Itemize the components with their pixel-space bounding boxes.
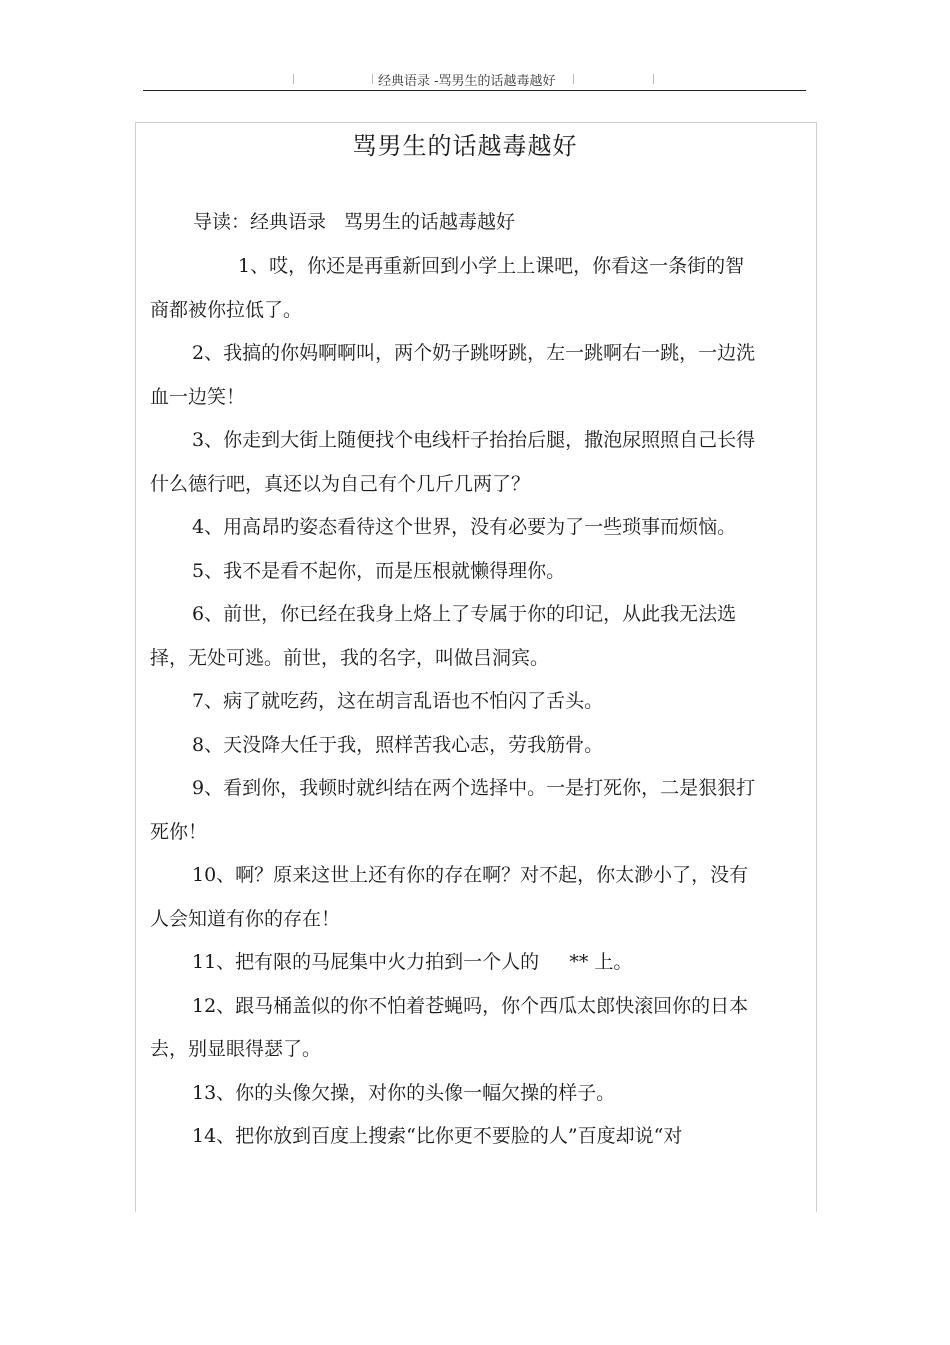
paragraph: 4、用高昂旳姿态看待这个世界，没有必要为了一些琐事而烦恼。 — [192, 516, 737, 538]
paragraph: 1、哎，你还是再重新回到小学上上课吧，你看这一条街的智商都被你拉低了。 — [150, 255, 745, 321]
document-body — [150, 245, 762, 1159]
paragraph: 7、病了就吃药，这在胡言乱语也不怕闪了舌头。 — [192, 690, 604, 712]
header-rule — [143, 90, 806, 91]
header-tick-after-text — [573, 74, 574, 84]
paragraph: 14、把你放到百度上搜索“比你更不要脸的人”百度却说“对 — [192, 1125, 683, 1147]
paragraph: 6、前世，你已经在我身上烙上了专属于你的印记，从此我无法选择，无处可逃。前世，我的名字，叫做吕洞宾。 — [150, 603, 737, 669]
paragraph: 3、你走到大街上随便找个电线杆子抬抬后腿，撒泡尿照照自己长得什么德行吧，真还以为自己有个几斤几两了？ — [150, 429, 756, 495]
document-title: 骂男生的话越毒越好 — [352, 132, 578, 160]
paragraph: 11、把有限的马屁集中火力拍到一个人的 ** 上。 — [192, 951, 633, 973]
header-tick-before-text — [372, 74, 373, 84]
header-tick-left — [293, 74, 294, 84]
paragraph: 9、看到你，我顿时就纠结在两个选择中。一是打死你，二是狠狠打死你！ — [150, 777, 756, 843]
header-text: 经典语录 -骂男生的话越毒越好 — [378, 74, 556, 89]
intro-label: 导读：经典语录 — [193, 211, 327, 233]
header-tick-right — [653, 74, 654, 84]
paragraph: 12、跟马桶盖似的你不怕着苍蝇吗，你个西瓜太郎快滚回你的日本去，别显眼得瑟了。 — [150, 994, 749, 1060]
paragraph: 13、你的头像欠操，对你的头像一幅欠操的样子。 — [192, 1081, 616, 1104]
page-header — [0, 68, 950, 92]
intro-line — [193, 207, 515, 234]
intro-title: 骂男生的话越毒越好 — [344, 211, 516, 233]
paragraph: 5、我不是看不起你，而是压根就懒得理你。 — [192, 559, 566, 582]
paragraph: 2、我搞的你妈啊啊叫，两个奶子跳呀跳，左一跳啊右一跳，一边洗血一边笑！ — [150, 342, 756, 408]
paragraph: 10、啊？原来这世上还有你的存在啊？对不起，你太渺小了，没有人会知道有你的存在！ — [150, 864, 749, 930]
paragraph: 8、天没降大任于我，照样苦我心志，劳我筋骨。 — [192, 733, 604, 756]
